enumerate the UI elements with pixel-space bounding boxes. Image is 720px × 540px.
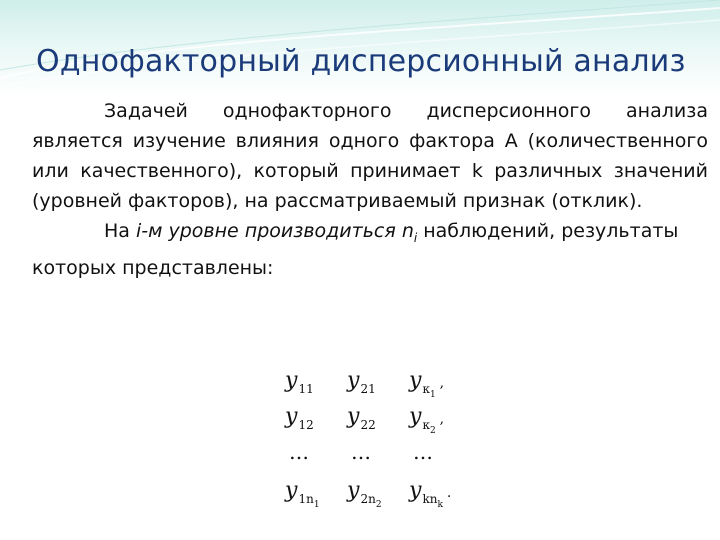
- matrix-cell-subsub: 2: [429, 426, 436, 436]
- matrix-cell-sub: 2n2: [360, 492, 382, 510]
- matrix-cell: [285, 404, 314, 432]
- matrix-cell: [409, 404, 445, 436]
- matrix-cell-base: y: [409, 368, 422, 393]
- matrix-cell-sub: knk: [422, 492, 443, 510]
- matrix-cell-base: y: [347, 368, 360, 393]
- matrix-cell-sub: 22: [360, 418, 376, 432]
- matrix-cell: [347, 404, 376, 432]
- slide-body: [32, 96, 708, 283]
- ellipsis: …: [289, 440, 312, 464]
- matrix-cell-sub: 12: [298, 418, 314, 432]
- slide-title: Однофакторный дисперсионный анализ: [36, 44, 686, 79]
- matrix-cell-sub: к2: [422, 418, 436, 436]
- matrix-cell-sub: 11: [298, 382, 314, 396]
- matrix-cell-subsub: k: [437, 500, 443, 510]
- matrix-cell-trail: .: [446, 485, 452, 501]
- matrix-cell-subsub: 1: [313, 500, 320, 510]
- matrix-cell: [409, 368, 445, 400]
- matrix-cell-sub: 21: [360, 382, 376, 396]
- paragraph-task: Задачей однофакторного дисперсионного анализа является изучение влияния одного фактора А (количественного или качественного), который принимает k различных значений (уровней факторов), на рассматриваемый признак (отклик).: [32, 100, 708, 212]
- observations-matrix: [285, 368, 485, 518]
- matrix-cell-base: y: [409, 404, 422, 429]
- matrix-cell-trail: ,: [439, 411, 445, 427]
- paragraph-italic: i-м уровне производиться n: [135, 220, 414, 242]
- matrix-cell-base: y: [347, 404, 360, 429]
- matrix-cell-base: y: [285, 404, 298, 429]
- matrix-cell-base: y: [409, 478, 422, 503]
- matrix-cell: [285, 478, 320, 510]
- ellipsis: …: [413, 440, 436, 464]
- paragraph-tail: наблюдений, результаты которых представлены:: [32, 220, 679, 279]
- matrix-cell-base: y: [347, 478, 360, 503]
- matrix-cell-sub: 1n1: [298, 492, 320, 510]
- matrix-cell-base: y: [285, 478, 298, 503]
- paragraph-italic-sub: i: [413, 230, 418, 245]
- matrix-cell-base: y: [285, 368, 298, 393]
- paragraph-lead: На: [104, 220, 136, 242]
- matrix-cell: [285, 368, 314, 396]
- matrix-cell: [347, 478, 382, 510]
- matrix-cell-subsub: 2: [375, 500, 382, 510]
- matrix-cell-subsub: 1: [429, 390, 436, 400]
- ellipsis: …: [351, 440, 374, 464]
- paragraph-observations: [32, 216, 708, 283]
- matrix-cell-trail: ,: [439, 375, 445, 391]
- matrix-cell-sub: к1: [422, 382, 436, 400]
- matrix-cell: [347, 368, 376, 396]
- matrix-cell: [409, 478, 452, 510]
